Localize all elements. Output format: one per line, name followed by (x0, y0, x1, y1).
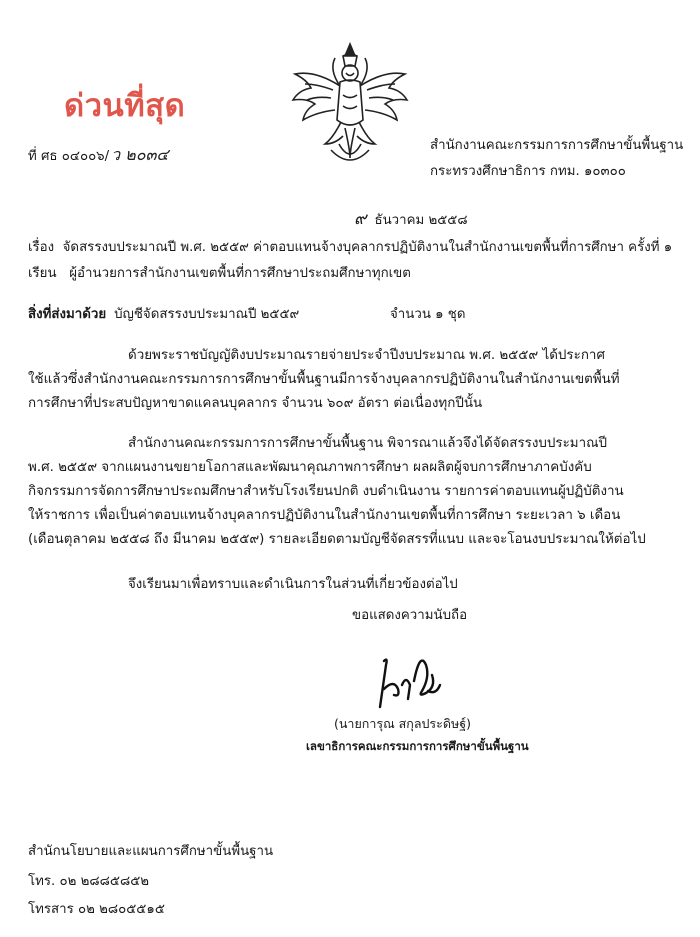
footer-department: สำนักนโยบายและแผนการศึกษาขั้นพื้นฐาน (28, 844, 274, 859)
reference-prefix: ที่ ศธ ๐๔๐๐๖/ (28, 149, 110, 164)
attachment-label: สิ่งที่ส่งมาด้วย (28, 307, 107, 322)
attachment-amount: จำนวน ๑ ชุด (390, 307, 466, 322)
subject-line (28, 236, 672, 257)
date-month-year: ธันวาคม ๒๕๕๘ (374, 213, 468, 228)
paragraph-line: ให้ราชการ เพื่อเป็นค่าตอบแทนจ้างบุคลากรปฏิบัติงานในสำนักงานเขตพื้นที่การศึกษา ระยะเวลา ๖ เดือน (28, 508, 621, 523)
attachment-text: บัญชีจัดสรรงบประมาณปี ๒๕๕๙ (114, 307, 300, 322)
date-day: ๙ (354, 209, 367, 229)
recipient-label: เรียน (28, 266, 57, 281)
paragraph-1 (28, 344, 680, 416)
paragraph-line: ใช้แล้วซึ่งสำนักงานคณะกรรมการการศึกษาขั้นพื้นฐานมีการจ้างบุคลากรปฏิบัติงานในสำนักงานเขตพื้นที่ (28, 372, 620, 387)
paragraph-2 (28, 432, 680, 552)
footer-phone: โทร. ๐๒ ๒๘๘๕๘๕๒ (28, 874, 150, 889)
document-date (354, 205, 468, 232)
paragraph-line: สำนักงานคณะกรรมการการศึกษาขั้นพื้นฐาน พิจารณาแล้วจึงได้จัดสรรงบประมาณปี (128, 436, 608, 451)
attachment-line (28, 303, 466, 324)
reference-handwritten-number: ว ๒๐๓๔ (111, 145, 169, 164)
handwritten-signature (370, 645, 450, 715)
recipient-line (28, 262, 411, 283)
garuda-emblem-icon (285, 40, 415, 170)
paragraph-line: พ.ศ. ๒๕๕๙ จากแผนงานขยายโอกาสและพัฒนาคุณภาพการศึกษา ผลผลิตผู้จบการศึกษาภาคบังคับ (28, 460, 592, 475)
signer-name: (นายการุณ สกุลประดิษฐ์) (334, 716, 471, 731)
office-address: กระทรวงศึกษาธิการ กทม. ๑๐๓๐๐ (430, 164, 626, 179)
reference-number (28, 143, 169, 168)
paragraph-line: ด้วยพระราชบัญญัติงบประมาณรายจ่ายประจำปีงบประมาณ พ.ศ. ๒๕๕๙ ได้ประกาศ (128, 348, 605, 363)
signer-title: เลขาธิการคณะกรรมการการศึกษาขั้นพื้นฐาน (306, 739, 529, 753)
closing-statement: จึงเรียนมาเพื่อทราบและดำเนินการในส่วนที่เกี่ยวข้องต่อไป (128, 577, 458, 592)
office-name: สำนักงานคณะกรรมการการศึกษาขั้นพื้นฐาน (430, 138, 684, 153)
urgent-stamp: ด่วนที่สุด (64, 88, 186, 124)
paragraph-line: (เดือนตุลาคม ๒๕๕๘ ถึง มีนาคม ๒๕๕๙) รายละเอียดตามบัญชีจัดสรรที่แนบ และจะโอนงบประมาณให้ต่อไป (28, 532, 646, 547)
paragraph-line: การศึกษาที่ประสบปัญหาขาดแคลนบุคลากร จำนวน ๖๐๙ อัตรา ต่อเนื่องทุกปีนั้น (28, 396, 483, 411)
recipient-text: ผู้อำนวยการสำนักงานเขตพื้นที่การศึกษาประถมศึกษาทุกเขต (69, 266, 411, 281)
subject-text: จัดสรรงบประมาณปี พ.ศ. ๒๕๕๙ ค่าตอบแทนจ้างบุคลากรปฏิบัติงานในสำนักงานเขตพื้นที่การศึกษา ครั้งที่ ๑ (62, 240, 673, 255)
subject-label: เรื่อง (28, 240, 55, 255)
paragraph-line: กิจกรรมการจัดการศึกษาประถมศึกษาสำหรับโรงเรียนปกติ งบดำเนินงาน รายการค่าตอบแทนผู้ปฏิบัติงาน (28, 484, 624, 499)
closing-salutation: ขอแสดงความนับถือ (352, 608, 468, 623)
footer-fax: โทรสาร ๐๒ ๒๘๐๕๕๑๕ (28, 902, 165, 917)
